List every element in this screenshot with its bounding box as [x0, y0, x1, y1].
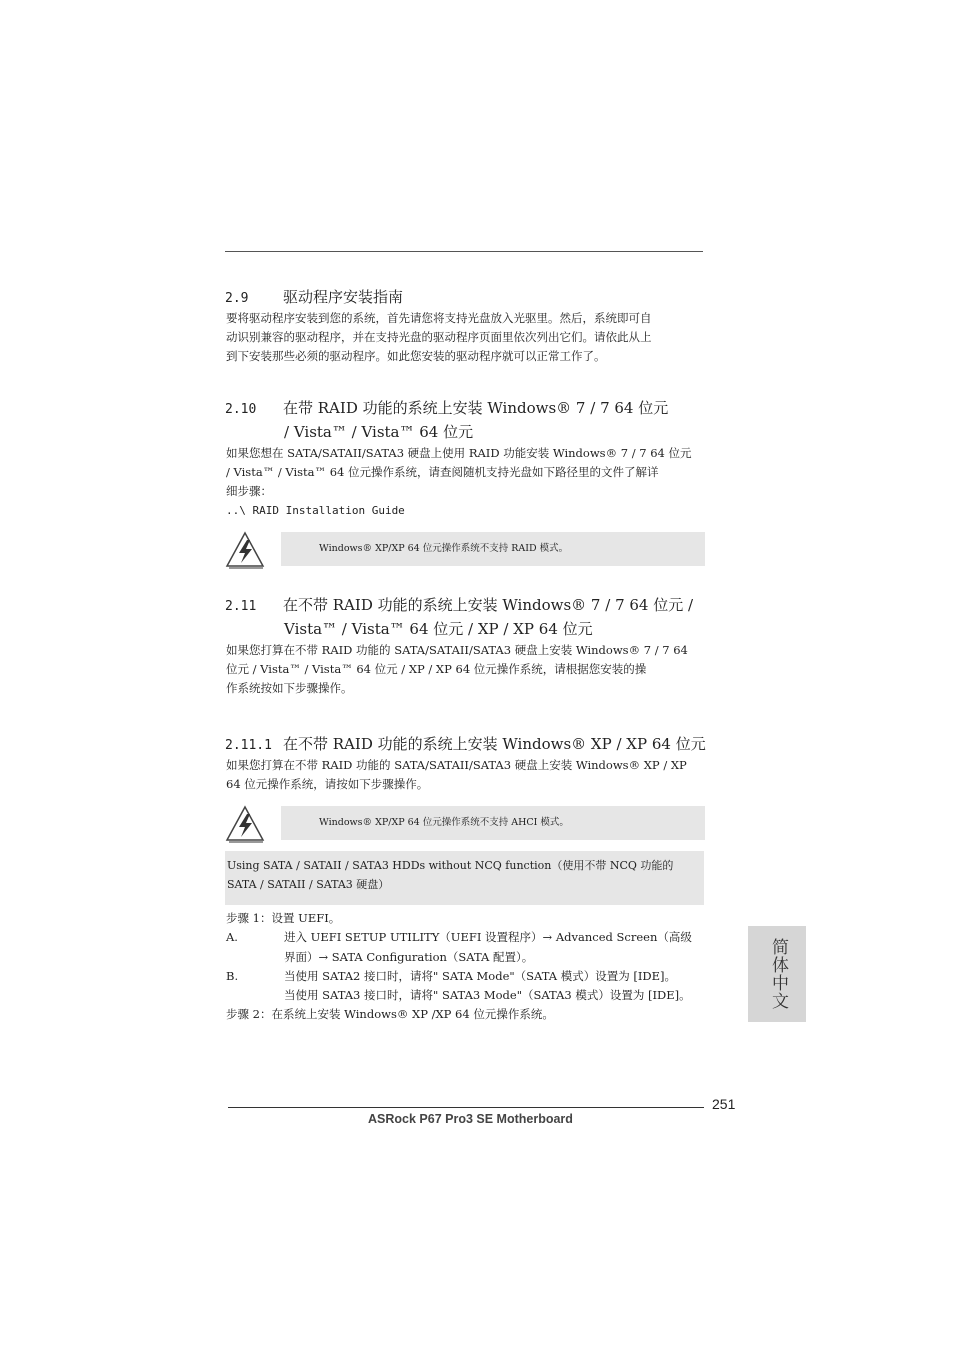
install-guide-path: ..\ RAID Installation Guide: [226, 504, 405, 517]
warning-icon: [225, 531, 265, 567]
section-2-11-heading-line2: Vista™ / Vista™ 64 位元 / XP / XP 64 位元: [284, 620, 593, 638]
footer-rule: [228, 1107, 704, 1108]
ahci-warning-text: Windows® XP/XP 64 位元操作系统不支持 AHCI 模式。: [319, 817, 569, 828]
section-2-11-1-body: [226, 756, 706, 794]
language-label: 简体中文: [768, 938, 788, 1010]
paragraph-line: 位元 / Vista™ / Vista™ 64 位元 / XP / XP 64 位元操作系统，请根据您安装的操: [226, 662, 647, 676]
raid-warning-box: [281, 532, 705, 566]
step-a-line2: 界面）→ SATA Configuration（SATA 配置）。: [284, 950, 534, 964]
footer-title: ASRock P67 Pro3 SE Motherboard: [368, 1112, 573, 1126]
step-b-label: B.: [226, 969, 239, 983]
ncq-note-box: [225, 851, 704, 905]
paragraph-line: 要将驱动程序安装到您的系统，首先请您将支持光盘放入光驱里。然后，系统即可自: [226, 311, 652, 325]
section-2-10-body: [226, 444, 706, 501]
step-b-line1: 当使用 SATA2 接口时，请将" SATA Mode"（SATA 模式）设置为 [IDE]。: [284, 969, 677, 983]
note-line: SATA / SATAII / SATA3 硬盘）: [227, 878, 390, 891]
warning-icon: [225, 805, 265, 841]
ncq-note-text: [227, 856, 673, 894]
top-rule: [225, 251, 703, 252]
section-title: 驱动程序安装指南: [283, 288, 404, 306]
section-2-9-body: [226, 309, 706, 366]
section-title-line1: 在带 RAID 功能的系统上安装 Windows® 7 / 7 64 位元: [283, 399, 669, 417]
section-2-11-1-heading: [225, 733, 706, 754]
section-2-11-body: [226, 641, 706, 698]
paragraph-line: 如果您打算在不带 RAID 功能的 SATA/SATAII/SATA3 硬盘上安装 Windows® 7 / 7 64: [226, 643, 688, 657]
section-2-10-heading-line2: / Vista™ / Vista™ 64 位元: [284, 423, 474, 441]
section-number: 2.9: [225, 291, 249, 306]
step-b-line2: 当使用 SATA3 接口时，请将" SATA3 Mode"（SATA3 模式）设置为 [IDE]。: [284, 988, 691, 1002]
raid-warning-text: Windows® XP/XP 64 位元操作系统不支持 RAID 模式。: [319, 543, 569, 554]
paragraph-line: / Vista™ / Vista™ 64 位元操作系统，请查阅随机支持光盘如下路径里的文件了解详: [226, 465, 659, 479]
paragraph-line: 到下安装那些必须的驱动程序。如此您安装的驱动程序就可以正常工作了。: [226, 349, 606, 363]
section-2-9-heading: [225, 286, 403, 307]
step-a-label: A.: [226, 930, 238, 944]
section-number: 2.10: [225, 402, 257, 417]
section-title: 在不带 RAID 功能的系统上安装 Windows® XP / XP 64 位元: [283, 735, 706, 753]
page-number: 251: [712, 1096, 736, 1112]
paragraph-line: 64 位元操作系统，请按如下步骤操作。: [226, 777, 429, 791]
step-a-line1: 进入 UEFI SETUP UTILITY（UEFI 设置程序）→ Advanced Screen（高级: [284, 930, 692, 944]
language-side-tab: [748, 926, 806, 1022]
paragraph-line: 如果您打算在不带 RAID 功能的 SATA/SATAII/SATA3 硬盘上安装 Windows® XP / XP: [226, 758, 687, 772]
section-number: 2.11.1: [225, 738, 272, 753]
ahci-warning-box: [281, 806, 705, 840]
paragraph-line: 动识别兼容的驱动程序，并在支持光盘的驱动程序页面里依次列出它们。请依此从上: [226, 330, 652, 344]
step-2: 步骤 2：在系统上安装 Windows® XP /XP 64 位元操作系统。: [226, 1007, 554, 1021]
section-2-11-heading: [225, 594, 693, 615]
section-number: 2.11: [225, 599, 257, 614]
paragraph-line: 如果您想在 SATA/SATAII/SATA3 硬盘上使用 RAID 功能安装 Windows® 7 / 7 64 位元: [226, 446, 692, 460]
paragraph-line: 细步骤：: [226, 484, 272, 498]
section-title-line1: 在不带 RAID 功能的系统上安装 Windows® 7 / 7 64 位元 /: [283, 596, 694, 614]
paragraph-line: 作系统按如下步骤操作。: [226, 681, 353, 695]
note-line: Using SATA / SATAII / SATA3 HDDs without NCQ function（使用不带 NCQ 功能的: [227, 859, 674, 872]
section-2-10-heading: [225, 397, 668, 418]
step-1: 步骤 1：设置 UEFI。: [226, 911, 341, 925]
